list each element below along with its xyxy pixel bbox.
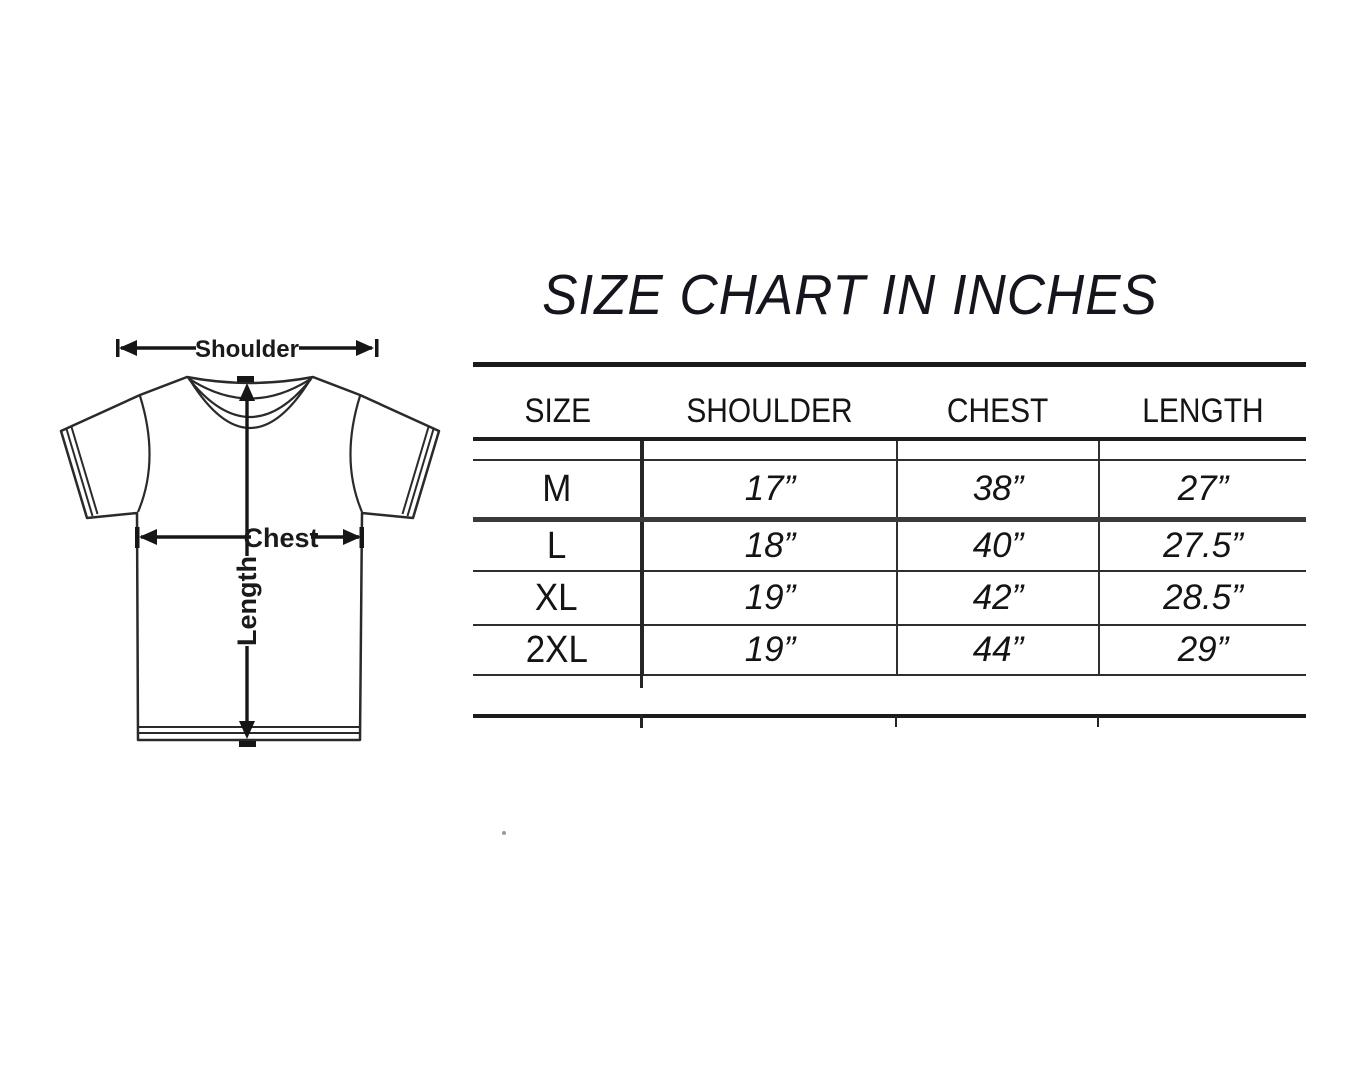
shoulder-end-bar-left: [116, 339, 120, 357]
shoulder-end-bar-right: [375, 339, 379, 357]
chest-value: 44”: [897, 625, 1099, 675]
length-tick-top: [237, 376, 254, 382]
table-row: [473, 520, 1306, 572]
shoulder-arrowhead-right: [356, 340, 374, 356]
chest-end-bar-left: [135, 527, 140, 548]
size-label: 2XL: [473, 625, 642, 675]
divider-stub: [640, 714, 643, 728]
chest-label: Chest: [243, 523, 319, 553]
length-value: 27.5”: [1099, 520, 1306, 572]
table-row: [473, 625, 1306, 675]
table-row: [473, 571, 1306, 625]
artifact-dot: [502, 831, 506, 835]
size-label: M: [473, 460, 642, 520]
page-title: [433, 262, 1267, 328]
chest-value: 42”: [897, 571, 1099, 625]
chest-end-bar-right: [360, 527, 365, 548]
length-value: 27”: [1099, 460, 1306, 520]
shoulder-value: 17”: [642, 460, 897, 520]
table-spacer-row: [473, 439, 1306, 460]
divider-stub: [1097, 716, 1099, 727]
col-header-shoulder: SHOULDER: [642, 365, 897, 440]
length-value: 29”: [1099, 625, 1306, 675]
shoulder-value: 18”: [642, 520, 897, 572]
chest-value: 40”: [897, 520, 1099, 572]
length-tick-bottom: [239, 741, 256, 747]
length-value: 28.5”: [1099, 571, 1306, 625]
size-table: [473, 362, 1306, 718]
table-footer-spacer: [473, 675, 1306, 716]
table-row: [473, 460, 1306, 520]
size-label: XL: [473, 571, 642, 625]
size-label: L: [473, 520, 642, 572]
divider-stub: [895, 716, 897, 727]
shoulder-value: 19”: [642, 625, 897, 675]
col-header-length: LENGTH: [1099, 365, 1306, 440]
divider-stub: [640, 674, 643, 688]
chest-value: 38”: [897, 460, 1099, 520]
shoulder-value: 19”: [642, 571, 897, 625]
tshirt-measurement-diagram: [30, 320, 470, 765]
page-title-text: SIZE CHART IN INCHES: [542, 263, 1158, 327]
length-label: Length: [232, 556, 262, 646]
table-header-row: [473, 365, 1306, 440]
col-header-chest: CHEST: [897, 365, 1099, 440]
col-header-size: SIZE: [473, 365, 642, 440]
shoulder-label: Shoulder: [194, 336, 300, 363]
shoulder-arrowhead-left: [119, 340, 137, 356]
